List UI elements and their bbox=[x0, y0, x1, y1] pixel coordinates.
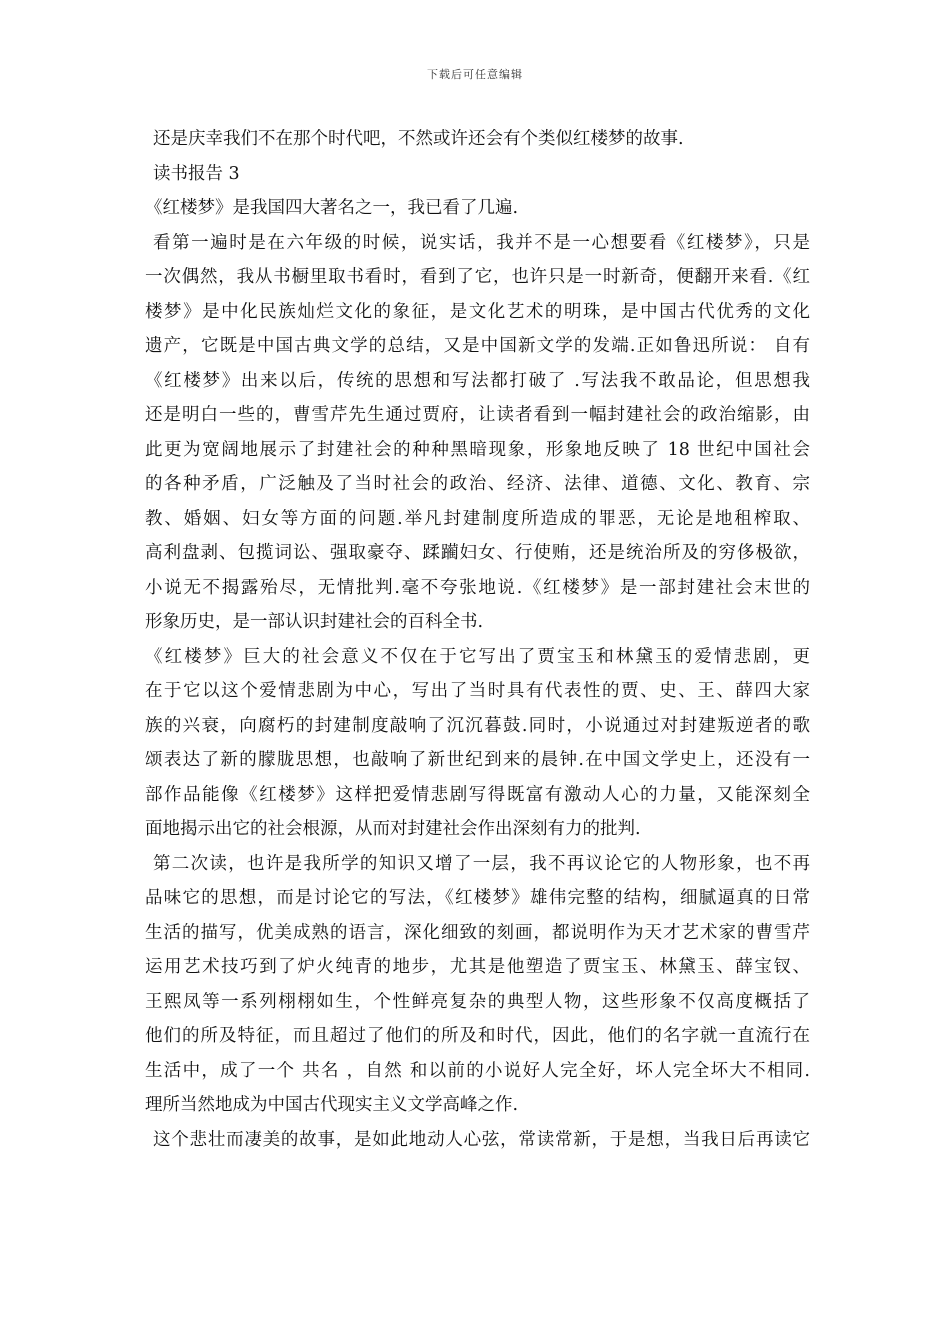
text-line: 《红楼梦》是我国四大著名之一，我已看了几遍. bbox=[145, 198, 519, 218]
text-line: 族的兴衰，向腐朽的封建制度敲响了沉沉暮鼓.同时，小说通过对封建叛逆者的歌 bbox=[145, 715, 810, 736]
text-line: 看第一遍时是在六年级的时候，说实话，我并不是一心想要看《红楼梦》，只是 bbox=[153, 232, 810, 253]
text-line: 一次偶然，我从书橱里取书看时，看到了它，也许只是一时新奇，便翻开来看.《红 bbox=[145, 267, 810, 287]
text-line: 王熙凤等一系列栩栩如生，个性鲜亮复杂的典型人物，这些形象不仅高度概括了 bbox=[145, 991, 810, 1012]
document-body bbox=[145, 122, 810, 1157]
text-line: 部作品能像《红楼梦》这样把爱情悲剧写得既富有激动人心的力量，又能深刻全 bbox=[145, 784, 810, 805]
text-line: 在于它以这个爱情悲剧为中心，写出了当时具有代表性的贾、史、王、薛四大家 bbox=[145, 681, 810, 701]
text-line: 高利盘剥、包揽词讼、强取豪夺、蹂躏妇女、行使贿，还是统治所及的穷侈极欲， bbox=[145, 543, 810, 563]
text-line: 小说无不揭露殆尽，无情批判.毫不夸张地说.《红楼梦》是一部封建社会末世的 bbox=[145, 577, 810, 598]
text-line: 面地揭示出它的社会根源，从而对封建社会作出深刻有力的批判. bbox=[145, 819, 641, 839]
text-line: 生活中，成了一个 共名 ，自然 和以前的小说好人完全好，坏人完全坏大不相同. bbox=[145, 1060, 810, 1081]
section-heading: 读书报告 3 bbox=[153, 163, 240, 184]
text-line: 教、婚姻、妇女等方面的问题.举凡封建制度所造成的罪恶，无论是地租榨取、 bbox=[145, 508, 810, 529]
text-line: 还是庆幸我们不在那个时代吧，不然或许还会有个类似红楼梦的故事. bbox=[153, 129, 684, 149]
text-line: 这个悲壮而凄美的故事，是如此地动人心弦，常读常新，于是想，当我日后再读它 bbox=[153, 1129, 810, 1150]
text-line: 品味它的思想，而是讨论它的写法，《红楼梦》雄伟完整的结构，细腻逼真的日常 bbox=[145, 888, 810, 908]
text-line: 第二次读，也许是我所学的知识又增了一层，我不再议论它的人物形象，也不再 bbox=[153, 853, 810, 874]
text-line: 《红楼梦》出来以后，传统的思想和写法都打破了 .写法我不敢品论，但思想我 bbox=[145, 370, 810, 391]
text-line: 还是明白一些的，曹雪芹先生通过贾府，让读者看到一幅封建社会的政治缩影，由 bbox=[145, 405, 810, 425]
text-line: 楼梦》是中化民族灿烂文化的象征，是文化艺术的明珠，是中国古代优秀的文化 bbox=[145, 301, 810, 322]
text-line: 运用艺术技巧到了炉火纯青的地步，尤其是他塑造了贾宝玉、林黛玉、薛宝钗、 bbox=[145, 957, 810, 977]
text-line: 他们的所及特征，而且超过了他们的所及和时代，因此，他们的名字就一直流行在 bbox=[145, 1026, 810, 1046]
text-line: 遗产，它既是中国古典文学的总结，又是中国新文学的发端.正如鲁迅所说： 自有 bbox=[145, 336, 810, 356]
text-line: 形象历史，是一部认识封建社会的百科全书. bbox=[145, 612, 484, 632]
text-line: 生活的描写，优美成熟的语言，深化细致的刻画，都说明作为天才艺术家的曹雪芹 bbox=[145, 922, 810, 943]
text-line: 理所当然地成为中国古代现实主义文学高峰之作. bbox=[145, 1095, 519, 1115]
text-line: 的各种矛盾，广泛触及了当时社会的政治、经济、法律、道德、文化、教育、宗 bbox=[145, 474, 810, 494]
text-line: 此更为宽阔地展示了封建社会的种种黑暗现象，形象地反映了 18 世纪中国社会 bbox=[145, 439, 810, 460]
page-header: 下载后可任意编辑 bbox=[427, 68, 523, 81]
text-line: 颂表达了新的朦胧思想，也敲响了新世纪到来的晨钟.在中国文学史上，还没有一 bbox=[145, 750, 810, 770]
text-line: 《红楼梦》巨大的社会意义不仅在于它写出了贾宝玉和林黛玉的爱情悲剧，更 bbox=[145, 646, 810, 667]
